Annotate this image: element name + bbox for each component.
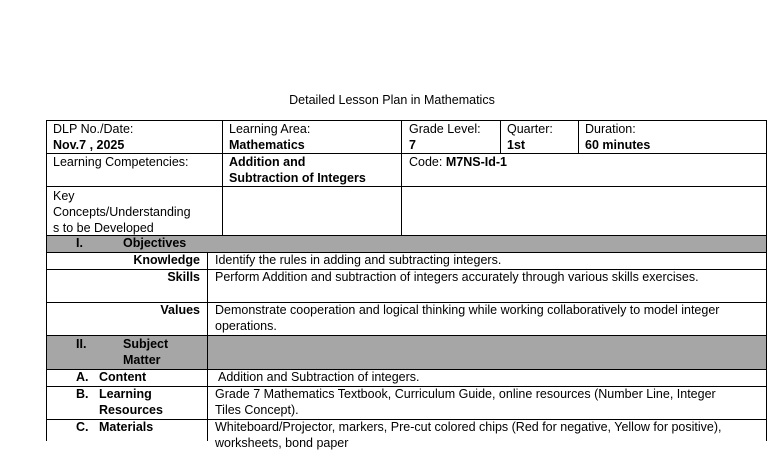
item-letter: C.	[76, 420, 89, 434]
grid-line	[46, 120, 767, 121]
objective-text: Demonstrate cooperation and logical thinking while working collaboratively to model integer operations.	[215, 303, 720, 333]
item-letter: B.	[76, 387, 89, 401]
item-text: Whiteboard/Projector, markers, Pre-cut colored chips (Red for negative, Yellow for positive), worksheets, bond paper	[215, 420, 722, 450]
quarter-cell	[507, 121, 577, 153]
item-text: Addition and Subtraction of integers.	[218, 370, 420, 384]
subject-matter-heading	[123, 336, 223, 368]
key-concepts-line2: Concepts/Understanding	[53, 205, 191, 219]
key-concepts-label	[53, 188, 223, 236]
grid-line	[46, 252, 767, 253]
grid-line	[46, 235, 767, 236]
item-label: Materials	[99, 420, 154, 434]
dlp-value: Nov.7 , 2025	[53, 138, 125, 152]
grid-line	[46, 419, 767, 420]
competencies-value-line2: Subtraction of Integers	[229, 171, 366, 185]
grid-line	[207, 252, 208, 441]
key-concepts-line3: s to be Developed	[53, 221, 154, 235]
content-row	[46, 369, 767, 386]
grid-line	[578, 120, 579, 153]
objective-values-row	[46, 302, 767, 335]
code-value: M7NS-Id-1	[445, 155, 507, 169]
duration-value: 60 minutes	[585, 138, 651, 152]
subject-matter-heading-row	[46, 336, 767, 369]
grid-line	[46, 269, 767, 270]
grid-line	[46, 369, 767, 370]
key-concepts-row	[46, 188, 767, 235]
code-label: Code:	[409, 155, 443, 169]
grid-line	[46, 302, 767, 303]
key-concepts-line1: Key	[53, 189, 75, 203]
objective-knowledge-row	[46, 252, 767, 269]
quarter-label: Quarter:	[507, 122, 553, 136]
materials-row	[46, 419, 767, 450]
objective-text: Identify the rules in adding and subtracting integers.	[215, 253, 502, 267]
grid-line	[222, 120, 223, 235]
dlp-cell	[53, 121, 223, 153]
quarter-value: 1st	[507, 138, 526, 152]
objectives-heading-row	[46, 235, 767, 252]
subject-matter-heading-line2: Matter	[123, 353, 161, 367]
objective-label: Values	[160, 303, 200, 317]
subject-matter-numeral: II.	[76, 337, 87, 351]
grid-line	[46, 120, 47, 441]
item-label-line1: Learning	[99, 387, 152, 401]
grid-line	[401, 120, 402, 235]
subject-matter-heading-line1: Subject	[123, 337, 169, 351]
item-label: Content	[99, 370, 147, 384]
competencies-value-line1: Addition and	[229, 155, 306, 169]
duration-label: Duration:	[585, 122, 636, 136]
grid-line	[500, 120, 501, 153]
objectives-heading: Objectives	[123, 236, 187, 250]
header-row	[46, 121, 767, 154]
duration-cell	[585, 121, 755, 153]
grade-level-label: Grade Level:	[409, 122, 481, 136]
objective-label: Knowledge	[133, 253, 200, 267]
item-label-line2: Resources	[99, 403, 163, 417]
item-label	[99, 386, 199, 418]
grade-level-cell	[409, 121, 504, 153]
grid-line	[46, 186, 767, 187]
document-title: Detailed Lesson Plan in Mathematics	[289, 93, 495, 107]
learning-area-label: Learning Area:	[229, 122, 311, 136]
grid-line	[46, 153, 767, 154]
learning-resources-row	[46, 386, 767, 419]
code-cell	[409, 154, 709, 170]
objective-label: Skills	[167, 270, 200, 284]
competencies-label: Learning Competencies:	[53, 155, 189, 169]
objectives-numeral: I.	[76, 236, 83, 250]
dlp-label: DLP No./Date:	[53, 122, 134, 136]
item-letter: A.	[76, 370, 89, 384]
grid-line	[46, 386, 767, 387]
learning-area-cell	[229, 121, 399, 153]
item-text: Grade 7 Mathematics Textbook, Curriculum Guide, online resources (Number Line, Integer Tiles Concept).	[215, 387, 716, 417]
objective-text: Perform Addition and subtraction of integers accurately through various skills exercises.	[215, 270, 699, 284]
learning-area-value: Mathematics	[229, 138, 305, 152]
grade-level-value: 7	[409, 138, 416, 152]
competencies-value	[229, 154, 404, 186]
grid-line	[766, 120, 767, 441]
competencies-row	[46, 154, 767, 187]
objective-skills-row	[46, 269, 767, 302]
grid-line	[46, 335, 767, 336]
